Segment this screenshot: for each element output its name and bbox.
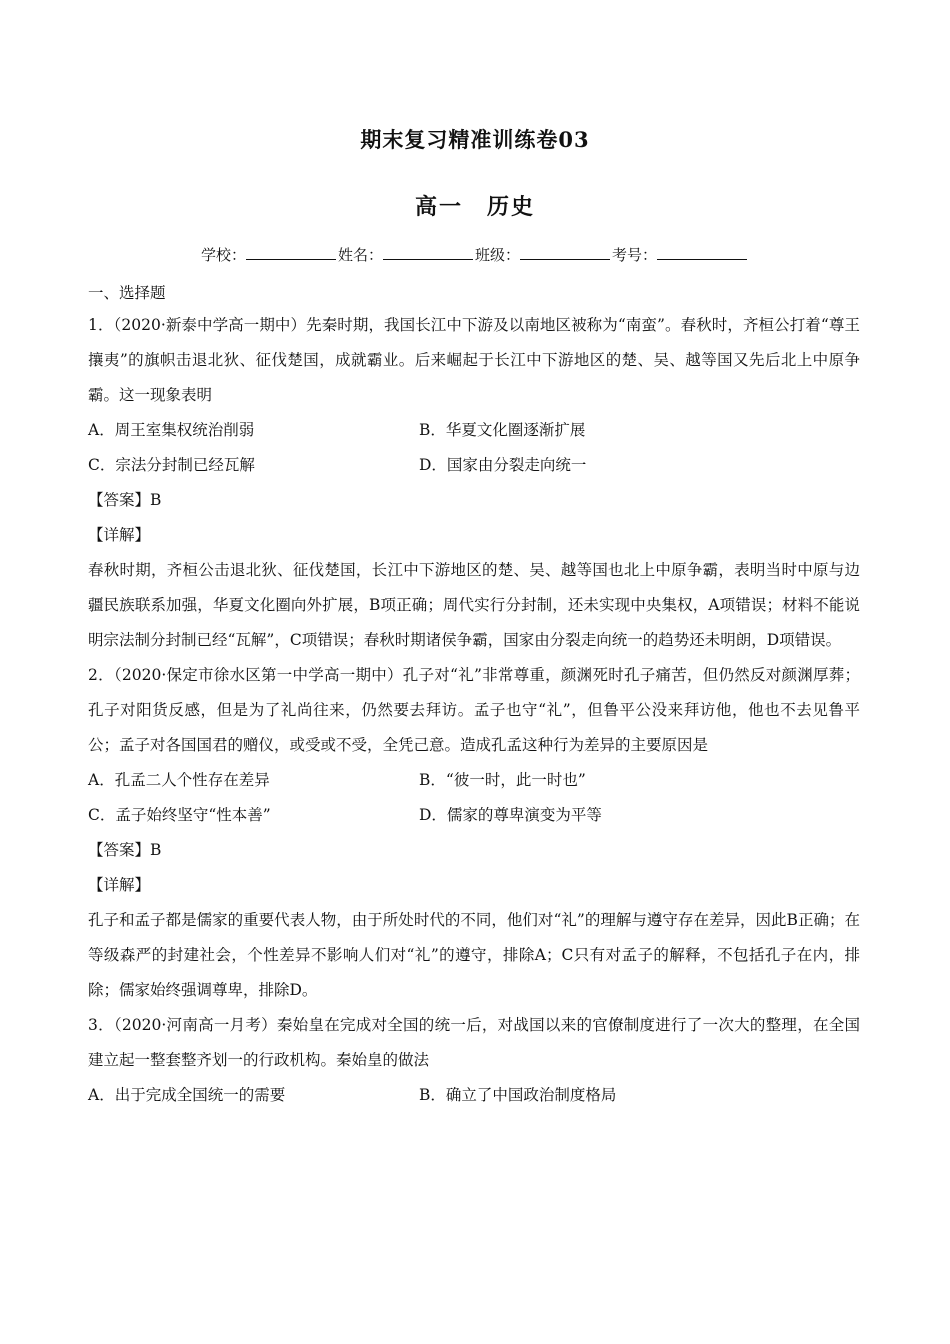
question-1-option-a: A．周王室集权统治削弱: [88, 421, 255, 439]
number-label: 考号：: [612, 246, 658, 264]
question-2-option-d: D．儒家的尊卑演变为平等: [419, 806, 602, 824]
school-blank[interactable]: [246, 245, 336, 260]
class-label: 班级：: [475, 246, 521, 264]
question-2-detail: 孔子和孟子都是儒家的重要代表人物，由于所处时代的不同，他们对“礼”的理解与遵守存在差异，因此B正确；在等级森严的封建社会，个性差异不影响人们对“礼”的遵守，排除A；C只有对孟子的解释，不包括孔子在内，排除；儒家始终强调尊卑，排除D。: [88, 911, 860, 999]
answer-value: B: [150, 841, 162, 859]
question-2-options: [88, 763, 860, 798]
question-2-option-c: C．孟子始终坚守“性本善”: [88, 806, 271, 824]
exam-content: [88, 278, 860, 1113]
number-blank[interactable]: [657, 245, 747, 260]
question-3-option-a: A．出于完成全国统一的需要: [88, 1086, 286, 1104]
question-1-detail-label: 【详解】: [88, 526, 151, 544]
question-3-stem: 3．（2020·河南高一月考）秦始皇在完成对全国的统一后，对战国以来的官僚制度进行了一次大的整理，在全国建立起一整套整齐划一的行政机构。秦始皇的做法: [88, 1016, 860, 1069]
student-info-row: [0, 244, 950, 265]
answer-value: B: [150, 491, 162, 509]
question-1-detail: 春秋时期，齐桓公击退北狄、征伐楚国，长江中下游地区的楚、吴、越等国也北上中原争霸，表明当时中原与边疆民族联系加强，华夏文化圈向外扩展，B项正确；周代实行分封制，还未实现中央集权，A项错误；材料不能说明宗法制分封制已经“瓦解”，C项错误；春秋时期诸侯争霸，国家由分裂走向统一的趋势还未明朗，D项错误。: [88, 561, 860, 649]
question-3-options: [88, 1078, 860, 1113]
question-3-option-b: B．确立了中国政治制度格局: [419, 1086, 617, 1104]
question-1-answer: [88, 483, 860, 518]
class-blank[interactable]: [520, 245, 610, 260]
question-1-option-b: B．华夏文化圈逐渐扩展: [419, 421, 586, 439]
question-2-option-a: A．孔孟二人个性存在差异: [88, 771, 270, 789]
page-title: 期末复习精准训练卷03: [360, 127, 590, 152]
question-1-option-c: C．宗法分封制已经瓦解: [88, 456, 255, 474]
name-blank[interactable]: [383, 245, 473, 260]
name-label: 姓名：: [337, 246, 383, 264]
question-1-options-2: [88, 448, 860, 483]
question-1-option-d: D．国家由分裂走向统一: [419, 456, 587, 474]
page-subtitle: 高一 历史: [414, 194, 535, 220]
answer-label: 【答案】: [88, 491, 151, 509]
answer-label: 【答案】: [88, 841, 151, 859]
question-2-stem: 2．（2020·保定市徐水区第一中学高一期中）孔子对“礼”非常尊重，颜渊死时孔子痛苦，但仍然反对颜渊厚葬；孔子对阳货反感，但是为了礼尚往来，仍然要去拜访。孟子也守“礼”，但鲁平公没来拜访他，他也不去见鲁平公；孟子对各国国君的赠仪，或受或不受，全凭己意。造成孔孟这种行为差异的主要原因是: [88, 666, 860, 754]
section-heading: 一、选择题: [88, 284, 166, 302]
question-1-options: [88, 413, 860, 448]
question-2-detail-label: 【详解】: [88, 876, 151, 894]
question-2-answer: [88, 833, 860, 868]
question-2-options-2: [88, 798, 860, 833]
school-label: 学校：: [200, 246, 246, 264]
question-2-option-b: B．“彼一时，此一时也”: [419, 771, 586, 789]
question-1-stem: 1．（2020·新泰中学高一期中）先秦时期，我国长江中下游及以南地区被称为“南蛮”。春秋时，齐桓公打着“尊王攘夷”的旗帜击退北狄、征伐楚国，成就霸业。后来崛起于长江中下游地区的楚、吴、越等国又先后北上中原争霸。这一现象表明: [88, 316, 860, 404]
